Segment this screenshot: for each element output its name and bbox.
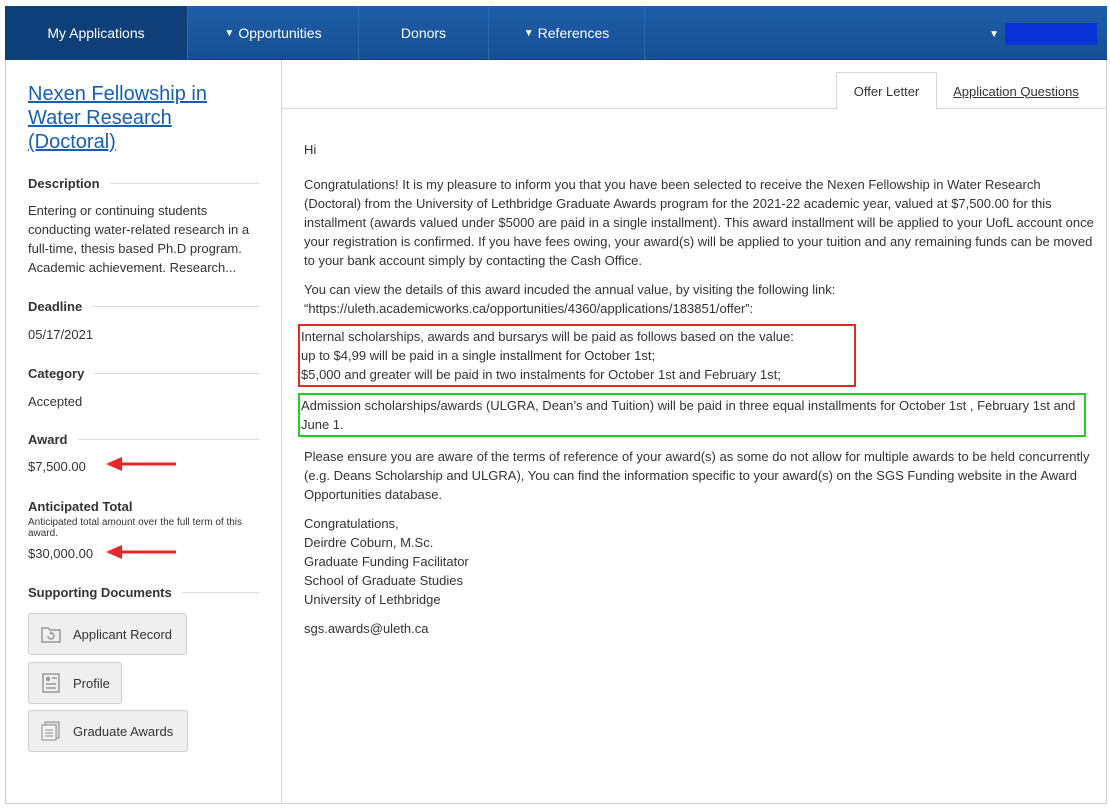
letter-paragraph: Please ensure you are aware of the terms of reference of your award(s) as some do not allow for multiple awards to be held concurrently (e.g. Deans Scholarship and ULGRA), You can find the information specific to your award(s) on the SGS Funding website in the Award Opportunities database. [304, 449, 1090, 502]
letter-greeting: Hi [304, 142, 317, 157]
heading-text: Award [28, 432, 68, 447]
tab-bar [282, 60, 1106, 109]
anticipated-note: Anticipated total amount over the full term of this award. [28, 517, 242, 539]
tab-offer-letter[interactable]: Offer Letter [836, 72, 937, 110]
admission-payment-text: Admission scholarships/awards (ULGRA, Dean’s and Tuition) will be paid in three equal installments for October 1st , February 1st and June 1. [301, 398, 1076, 432]
anticipated-value: $30,000.00 [28, 546, 94, 561]
signature-line: Graduate Funding Facilitator [304, 554, 469, 569]
profile-button[interactable] [28, 662, 122, 704]
sidebar [6, 60, 282, 803]
button-label: Profile [73, 675, 110, 691]
signature-block [304, 514, 1094, 609]
deadline-value: 05/17/2021 [28, 327, 94, 342]
applicant-record-button[interactable] [28, 613, 187, 655]
heading-text: Category [28, 366, 85, 381]
red-highlight-box [298, 324, 856, 387]
signature-line: Congratulations, [304, 516, 399, 531]
divider [92, 306, 259, 307]
redacted-username [1005, 23, 1097, 45]
nav-references[interactable] [489, 6, 645, 60]
nav-label: Donors [400, 25, 447, 41]
content-frame [5, 60, 1107, 804]
green-highlight-box [298, 393, 1086, 437]
profile-card-icon [39, 671, 63, 695]
tab-application-questions[interactable]: Application Questions [953, 83, 1079, 99]
button-label: Graduate Awards [73, 723, 174, 739]
nav-my-applications[interactable] [5, 6, 188, 60]
heading-text: Description [28, 176, 100, 191]
payment-line: up to $4,99 will be paid in a single installment for October 1st; [301, 348, 656, 363]
award-heading [28, 432, 259, 447]
main-panel [282, 60, 1106, 803]
description-heading [28, 176, 259, 191]
nav-label: Opportunities [238, 25, 322, 41]
nav-label: My Applications [47, 25, 145, 41]
letter-paragraph: You can view the details of this award incuded the annual value, by visiting the following link: “https://uleth.academicworks.ca/opportunities/4360/applications/183851/offer”: [304, 282, 836, 316]
top-nav [5, 6, 1107, 60]
award-title-link[interactable]: Nexen Fellowship in Water Research (Doctoral) [28, 83, 207, 153]
award-value: $7,500.00 [28, 459, 86, 474]
signature-line: School of Graduate Studies [304, 573, 463, 588]
folder-refresh-icon [39, 622, 63, 646]
anticipated-heading [28, 499, 259, 514]
divider [182, 592, 259, 593]
contact-email: sgs.awards@uleth.ca [304, 621, 429, 636]
nav-donors[interactable] [359, 6, 489, 60]
nav-label: References [537, 25, 610, 41]
heading-text: Anticipated Total [28, 499, 133, 514]
category-heading [28, 366, 259, 381]
divider [94, 373, 259, 374]
deadline-heading [28, 299, 259, 314]
red-arrow-icon [106, 456, 176, 472]
payment-line: Internal scholarships, awards and bursarys will be paid as follows based on the value: [301, 329, 794, 344]
letter-paragraph: Congratulations! It is my pleasure to inform you that you have been selected to receive the Nexen Fellowship in Water Research (Doctoral) from the University of Lethbridge Graduate Awards program for the 2021-22 academic year, valued at $7,500.00 for this installment (awards valued under $5000 are paid in a single installment). This award installment will be applied to your UofL account once your registration is confirmed. If you have fees owing, your award(s) will be applied to your tuition and any remaining funds can be moved to your bank account simply by contacting the Cash Office. [304, 177, 1094, 268]
category-value: Accepted [28, 394, 83, 409]
divider [78, 439, 260, 440]
docs-heading [28, 585, 259, 600]
red-arrow-icon [106, 544, 176, 560]
user-menu[interactable] [989, 23, 1097, 45]
documents-icon [39, 719, 63, 743]
nav-opportunities[interactable] [188, 6, 359, 60]
button-label: Applicant Record [73, 626, 172, 642]
signature-line: University of Lethbridge [304, 592, 441, 607]
heading-text: Supporting Documents [28, 585, 172, 600]
description-text: Entering or continuing students conducting water-related research in a full-time, thesis based Ph.D program. Academic achievement. Research... [28, 203, 250, 275]
graduate-awards-button[interactable] [28, 710, 188, 752]
divider [110, 183, 259, 184]
payment-line: $5,000 and greater will be paid in two instalments for October 1st and February 1st; [301, 367, 781, 382]
signature-line: Deirdre Coburn, M.Sc. [304, 535, 434, 550]
heading-text: Deadline [28, 299, 83, 314]
caret-down-icon: ▼ [523, 27, 534, 39]
caret-down-icon: ▼ [989, 28, 999, 40]
caret-down-icon: ▼ [224, 27, 235, 39]
offer-letter [301, 140, 1094, 648]
